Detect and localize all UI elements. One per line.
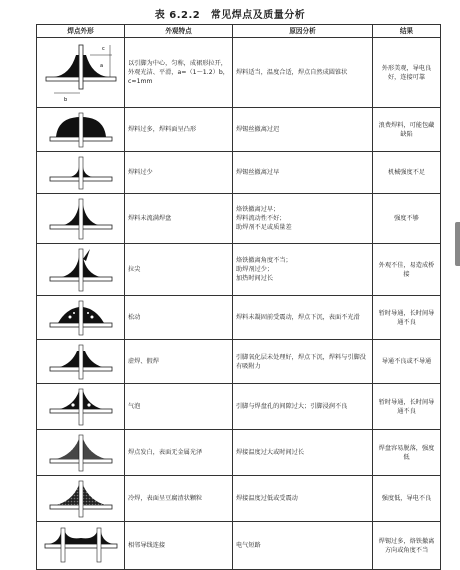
result-cell: 强度低，导电不良 [373, 476, 441, 522]
cause-line: 焊料适当，温度合适，焊点自然成圆锥状 [236, 69, 348, 76]
table-row [37, 108, 441, 152]
cause-line: 焊接温度过低或受震动 [236, 495, 298, 502]
cause-line: 引脚与焊盘孔的间隙过大；引脚浸润不良 [236, 403, 348, 410]
unflowed-pad-diagram [46, 197, 116, 241]
table-row [37, 476, 441, 522]
result-cell: 外观不佳，易造成桥接 [373, 244, 441, 296]
cause-line: 加热时间过长 [236, 275, 274, 282]
shape-cell [37, 522, 125, 570]
cause-cell [233, 38, 373, 108]
table-row [37, 296, 441, 340]
cause-line: 引脚氧化层未处理好，焊点下沉，焊料与引脚没有吸附力 [236, 353, 366, 370]
result-cell: 暂时导通，长时间导通不良 [373, 296, 441, 340]
excess-solder-diagram [46, 111, 116, 149]
cause-cell [233, 108, 373, 152]
shape-cell [37, 244, 125, 296]
shape-cell [37, 384, 125, 430]
cause-cell [233, 430, 373, 476]
shape-cell [37, 430, 125, 476]
shape-cell [37, 340, 125, 384]
header-row [37, 25, 441, 38]
table-row [37, 340, 441, 384]
header-cause: 原因分析 [233, 25, 373, 38]
cause-cell [233, 296, 373, 340]
table-row [37, 38, 441, 108]
dim-label-a: a [100, 62, 104, 69]
cause-line: 焊料流动性不好； [236, 215, 286, 222]
feature-cell: 相邻导线连接 [125, 522, 233, 570]
cause-cell [233, 522, 373, 570]
page-edge-tab [455, 222, 460, 266]
whitish-joint-diagram [46, 433, 116, 473]
table-row [37, 430, 441, 476]
pulled-tip-diagram [46, 247, 116, 293]
feature-cell: 焊料过多，焊料面呈凸形 [125, 108, 233, 152]
table-row [37, 244, 441, 296]
table-title: 表 6.2.2 常见焊点及质量分析 [154, 10, 306, 21]
cause-line: 助焊剂不足或质量差 [236, 224, 292, 231]
bridging-joint-diagram [41, 526, 121, 566]
cause-line: 烙铁撤离角度不当； [236, 257, 292, 264]
cause-line: 电气短路 [236, 542, 261, 549]
shape-cell [37, 152, 125, 194]
result-cell: 导通不良或不导通 [373, 340, 441, 384]
table-row [37, 522, 441, 570]
insufficient-solder-diagram [46, 155, 116, 191]
feature-cell: 焊点发白，表面无金属光泽 [125, 430, 233, 476]
cause-line: 焊锡丝撤离过迟 [236, 126, 280, 133]
cause-cell [233, 244, 373, 296]
shape-cell [37, 38, 125, 108]
result-cell: 暂时导通，长时间导通不良 [373, 384, 441, 430]
cause-line: 烙铁撤离过早； [236, 206, 280, 213]
feature-cell: 拉尖 [125, 244, 233, 296]
dim-label-b: b [64, 96, 68, 103]
shape-cell [37, 476, 125, 522]
shape-cell [37, 194, 125, 244]
cause-cell [233, 194, 373, 244]
shape-cell [37, 296, 125, 340]
feature-cell: 焊料过少 [125, 152, 233, 194]
shape-cell [37, 108, 125, 152]
cause-line: 焊锡丝撤离过早 [236, 169, 280, 176]
cause-cell [233, 152, 373, 194]
loose-joint-diagram [46, 299, 116, 337]
false-joint-diagram [46, 343, 116, 381]
feature-cell: 冷焊，表面呈豆腐渣状颗粒 [125, 476, 233, 522]
result-cell: 机械强度不足 [373, 152, 441, 194]
cause-cell [233, 384, 373, 430]
feature-cell: 虚焊、假焊 [125, 340, 233, 384]
solder-joint-quality-table [36, 24, 441, 570]
feature-cell: 松动 [125, 296, 233, 340]
cause-line: 焊接温度过大或时间过长 [236, 449, 305, 456]
dim-label-c: c [102, 45, 105, 52]
cause-cell [233, 340, 373, 384]
feature-cell: 以引脚为中心，匀称，成裙形拉开，外观光洁、平滑，a=（1～1.2）b，c≈1mm [125, 38, 233, 108]
table-row [37, 152, 441, 194]
cause-line: 焊料未凝固前受震动，焊点下沉，表面不光滑 [236, 314, 360, 321]
bubble-joint-diagram [46, 387, 116, 427]
good-joint-diagram [40, 41, 122, 105]
header-feature: 外观特点 [125, 25, 233, 38]
feature-cell: 气泡 [125, 384, 233, 430]
cause-cell [233, 476, 373, 522]
cold-joint-diagram [46, 479, 116, 519]
result-cell: 强度不够 [373, 194, 441, 244]
result-cell: 外形美观，导电良好，连接可靠 [373, 38, 441, 108]
table-row [37, 194, 441, 244]
result-cell: 焊盘容易脱落，强度低 [373, 430, 441, 476]
result-cell: 焊锡过多，烙铁撤离方向或角度不当 [373, 522, 441, 570]
cause-line: 助焊剂过少； [236, 266, 274, 273]
header-shape: 焊点外形 [37, 25, 125, 38]
result-cell: 浪费焊料，可能包藏缺陷 [373, 108, 441, 152]
table-row [37, 384, 441, 430]
header-result: 结果 [373, 25, 441, 38]
feature-cell: 焊料未流满焊盘 [125, 194, 233, 244]
